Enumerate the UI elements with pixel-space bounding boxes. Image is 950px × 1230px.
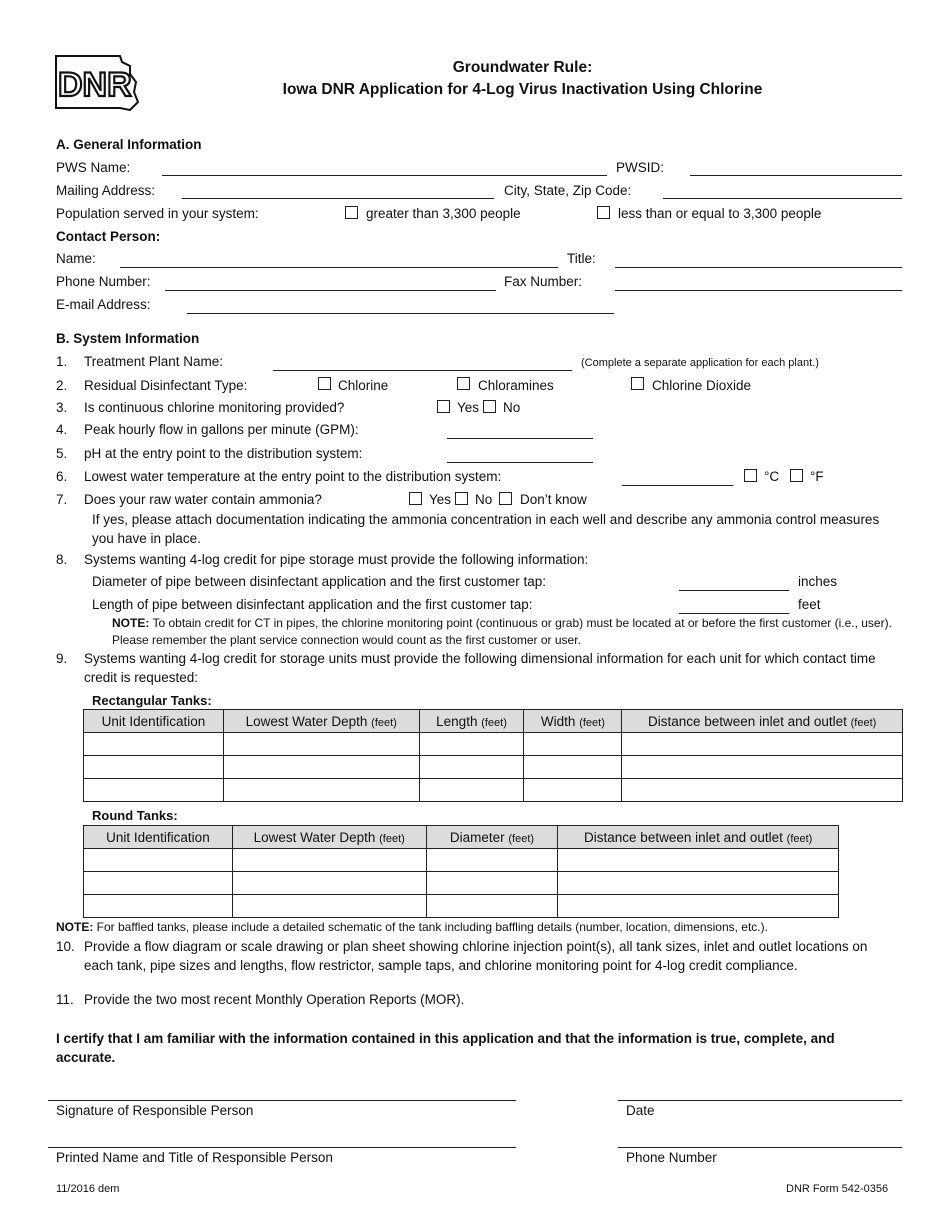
table-cell[interactable] — [426, 849, 558, 872]
name-label: Name: — [56, 251, 96, 266]
table-cell[interactable] — [84, 895, 233, 918]
q6-label: Lowest water temperature at the entry point to the distribution system: — [84, 469, 502, 484]
pipe-diameter-field[interactable] — [679, 590, 789, 591]
q4-label: Peak hourly flow in gallons per minute (GPM): — [84, 422, 359, 437]
pipe-note-bold: NOTE: — [112, 616, 150, 630]
section-b-heading: B. System Information — [56, 331, 200, 346]
table-cell[interactable] — [426, 872, 558, 895]
round-tanks-heading: Round Tanks: — [92, 808, 178, 823]
ammonia-no-checkbox[interactable] — [455, 492, 468, 505]
population-over-3300-checkbox[interactable] — [345, 206, 358, 219]
signer-phone-label: Phone Number — [626, 1150, 717, 1165]
title-field[interactable] — [615, 267, 902, 268]
fax-label: Fax Number: — [504, 274, 583, 289]
q6-number: 6. — [56, 469, 68, 484]
pws-name-label: PWS Name: — [56, 160, 131, 175]
table-cell[interactable] — [223, 733, 419, 756]
baffle-note — [56, 920, 768, 934]
q8-number: 8. — [56, 552, 68, 567]
table-cell[interactable] — [419, 779, 524, 802]
q3-label: Is continuous chlorine monitoring provided? — [84, 400, 345, 415]
pws-name-field[interactable] — [162, 175, 607, 176]
table-cell[interactable] — [524, 733, 622, 756]
table-cell[interactable] — [84, 872, 233, 895]
ammonia-dont-know-checkbox[interactable] — [499, 492, 512, 505]
round-tanks-table — [83, 825, 839, 918]
round-col-depth: Lowest Water Depth (feet) — [232, 826, 426, 849]
q1-note: (Complete a separate application for each plant.) — [581, 357, 819, 369]
rect-col-unit-id: Unit Identification — [84, 710, 224, 733]
table-cell[interactable] — [232, 849, 426, 872]
celsius-label: °C — [764, 469, 780, 484]
rectangular-tanks-heading: Rectangular Tanks: — [92, 693, 212, 708]
printed-name-field[interactable] — [48, 1147, 516, 1148]
date-field[interactable] — [618, 1100, 902, 1101]
dnr-logo — [50, 52, 142, 114]
table-cell[interactable] — [524, 779, 622, 802]
phone-label: Phone Number: — [56, 274, 151, 289]
table-cell[interactable] — [558, 895, 839, 918]
celsius-checkbox[interactable] — [744, 469, 757, 482]
section-a-heading: A. General Information — [56, 137, 202, 152]
title-label: Title: — [567, 251, 596, 266]
date-label: Date — [626, 1103, 655, 1118]
chloramines-label: Chloramines — [478, 378, 554, 393]
population-over-3300-label: greater than 3,300 people — [366, 206, 521, 221]
contact-heading: Contact Person: — [56, 229, 161, 244]
table-row — [84, 872, 839, 895]
table-row — [84, 849, 839, 872]
email-label: E-mail Address: — [56, 297, 151, 312]
city-state-zip-field[interactable] — [663, 198, 902, 199]
q1-label: Treatment Plant Name: — [84, 354, 224, 369]
footer-date-code: 11/2016 dem — [56, 1183, 120, 1195]
population-under-3300-label: less than or equal to 3,300 people — [618, 206, 822, 221]
table-cell[interactable] — [622, 733, 903, 756]
population-label: Population served in your system: — [56, 206, 259, 221]
title-line-2: Iowa DNR Application for 4-Log Virus Inactivation Using Chlorine — [282, 81, 763, 98]
q8-label: Systems wanting 4-log credit for pipe storage must provide the following information: — [84, 552, 589, 567]
table-cell[interactable] — [84, 756, 224, 779]
population-under-3300-checkbox[interactable] — [597, 206, 610, 219]
table-cell[interactable] — [524, 756, 622, 779]
round-col-distance: Distance between inlet and outlet (feet) — [558, 826, 839, 849]
q5-number: 5. — [56, 446, 68, 461]
footer-form-number: DNR Form 542-0356 — [786, 1183, 889, 1195]
name-field[interactable] — [120, 267, 558, 268]
table-row — [84, 779, 903, 802]
pipe-note — [112, 615, 902, 649]
ammonia-yes-label: Yes — [429, 492, 452, 507]
baffle-note-text: For baffled tanks, please include a detailed schematic of the tank including baffling details (number, location, dimensions, etc.). — [93, 920, 768, 934]
monitoring-no-label: No — [503, 400, 521, 415]
monitoring-yes-checkbox[interactable] — [437, 400, 450, 413]
signature-label: Signature of Responsible Person — [56, 1103, 254, 1118]
round-col-diameter: Diameter (feet) — [426, 826, 558, 849]
table-cell[interactable] — [558, 872, 839, 895]
mailing-address-field[interactable] — [182, 198, 494, 199]
signature-field[interactable] — [48, 1100, 516, 1101]
table-cell[interactable] — [84, 779, 224, 802]
chlorine-dioxide-label: Chlorine Dioxide — [652, 378, 752, 393]
pipe-note-text: To obtain credit for CT in pipes, the chlorine monitoring point (continuous or grab) must be located at or before the first customer (i.e., user). Please remember the plant service connection would count as the first customer or user. — [112, 616, 892, 647]
table-cell[interactable] — [232, 895, 426, 918]
q7-number: 7. — [56, 492, 68, 507]
table-cell[interactable] — [419, 756, 524, 779]
pipe-diameter-label: Diameter of pipe between disinfectant application and the first customer tap: — [92, 574, 547, 589]
monitoring-no-checkbox[interactable] — [483, 400, 496, 413]
table-row — [84, 895, 839, 918]
q11-number: 11. — [56, 992, 74, 1007]
ammonia-yes-checkbox[interactable] — [409, 492, 422, 505]
q1-number: 1. — [56, 354, 68, 369]
table-cell[interactable] — [622, 756, 903, 779]
water-temperature-field[interactable] — [622, 485, 733, 486]
treatment-plant-name-field[interactable] — [273, 370, 572, 371]
q5-label: pH at the entry point to the distribution system: — [84, 446, 363, 461]
rectangular-tanks-header-row — [84, 710, 903, 733]
table-cell[interactable] — [232, 872, 426, 895]
pipe-length-label: Length of pipe between disinfectant application and the first customer tap: — [92, 597, 533, 612]
chlorine-checkbox[interactable] — [318, 377, 331, 390]
table-row — [84, 733, 903, 756]
email-field[interactable] — [187, 313, 614, 314]
signer-phone-field[interactable] — [618, 1147, 902, 1148]
rect-col-width: Width (feet) — [524, 710, 622, 733]
table-cell[interactable] — [223, 779, 419, 802]
table-cell[interactable] — [84, 849, 233, 872]
q7-label: Does your raw water contain ammonia? — [84, 492, 322, 507]
pipe-length-unit: feet — [798, 597, 821, 612]
q4-number: 4. — [56, 422, 68, 437]
monitoring-yes-label: Yes — [457, 400, 480, 415]
printed-name-label: Printed Name and Title of Responsible Person — [56, 1150, 333, 1165]
pwsid-label: PWSID: — [616, 160, 665, 175]
q7-text: If yes, please attach documentation indicating the ammonia concentration in each well and describe any ammonia control measures you have in place. — [92, 512, 880, 546]
rectangular-tanks-table — [83, 709, 903, 802]
rect-col-length: Length (feet) — [419, 710, 524, 733]
pipe-length-field[interactable] — [679, 613, 789, 614]
ammonia-dont-know-label: Don’t know — [520, 492, 587, 507]
table-cell[interactable] — [84, 733, 224, 756]
q9-label: Systems wanting 4-log credit for storage units must provide the following dimensional information for each unit for which contact time credit is requested: — [84, 651, 876, 685]
q10-number: 10. — [56, 939, 75, 954]
city-state-zip-label: City, State, Zip Code: — [504, 183, 632, 198]
baffle-note-bold: NOTE: — [56, 920, 94, 934]
fahrenheit-label: °F — [810, 469, 824, 484]
table-cell[interactable] — [419, 733, 524, 756]
peak-flow-field[interactable] — [447, 438, 593, 439]
fax-field[interactable] — [615, 290, 902, 291]
table-cell[interactable] — [426, 895, 558, 918]
title-line-1: Groundwater Rule: — [452, 59, 593, 76]
table-row — [84, 756, 903, 779]
mailing-address-label: Mailing Address: — [56, 183, 156, 198]
q10-text: Provide a flow diagram or scale drawing or plan sheet showing chlorine injection point(s), all tank sizes, inlet and outlet locations on each tank, pipe sizes and lengths, flow restrictor, sample taps, and chlorine monitoring point for 4-log credit compliance. — [84, 939, 868, 973]
q2-label: Residual Disinfectant Type: — [84, 378, 248, 393]
pwsid-field[interactable] — [690, 175, 902, 176]
chloramines-checkbox[interactable] — [457, 377, 470, 390]
table-cell[interactable] — [223, 756, 419, 779]
round-tanks-header-row — [84, 826, 839, 849]
ph-field[interactable] — [447, 462, 593, 463]
rect-col-depth: Lowest Water Depth (feet) — [223, 710, 419, 733]
round-col-unit-id: Unit Identification — [84, 826, 233, 849]
chlorine-dioxide-checkbox[interactable] — [631, 377, 644, 390]
ammonia-no-label: No — [475, 492, 493, 507]
fahrenheit-checkbox[interactable] — [790, 469, 803, 482]
phone-field[interactable] — [165, 290, 496, 291]
q2-number: 2. — [56, 378, 68, 393]
pipe-diameter-unit: inches — [798, 574, 838, 589]
svg-text:DNR: DNR — [58, 66, 132, 104]
rect-col-distance: Distance between inlet and outlet (feet) — [622, 710, 903, 733]
table-cell[interactable] — [558, 849, 839, 872]
chlorine-label: Chlorine — [338, 378, 389, 393]
certification-text: I certify that I am familiar with the information contained in this application and that the information is true, complete, and accurate. — [56, 1031, 835, 1065]
table-cell[interactable] — [622, 779, 903, 802]
q9-number: 9. — [56, 651, 68, 666]
q3-number: 3. — [56, 400, 68, 415]
q11-text: Provide the two most recent Monthly Operation Reports (MOR). — [84, 992, 465, 1007]
